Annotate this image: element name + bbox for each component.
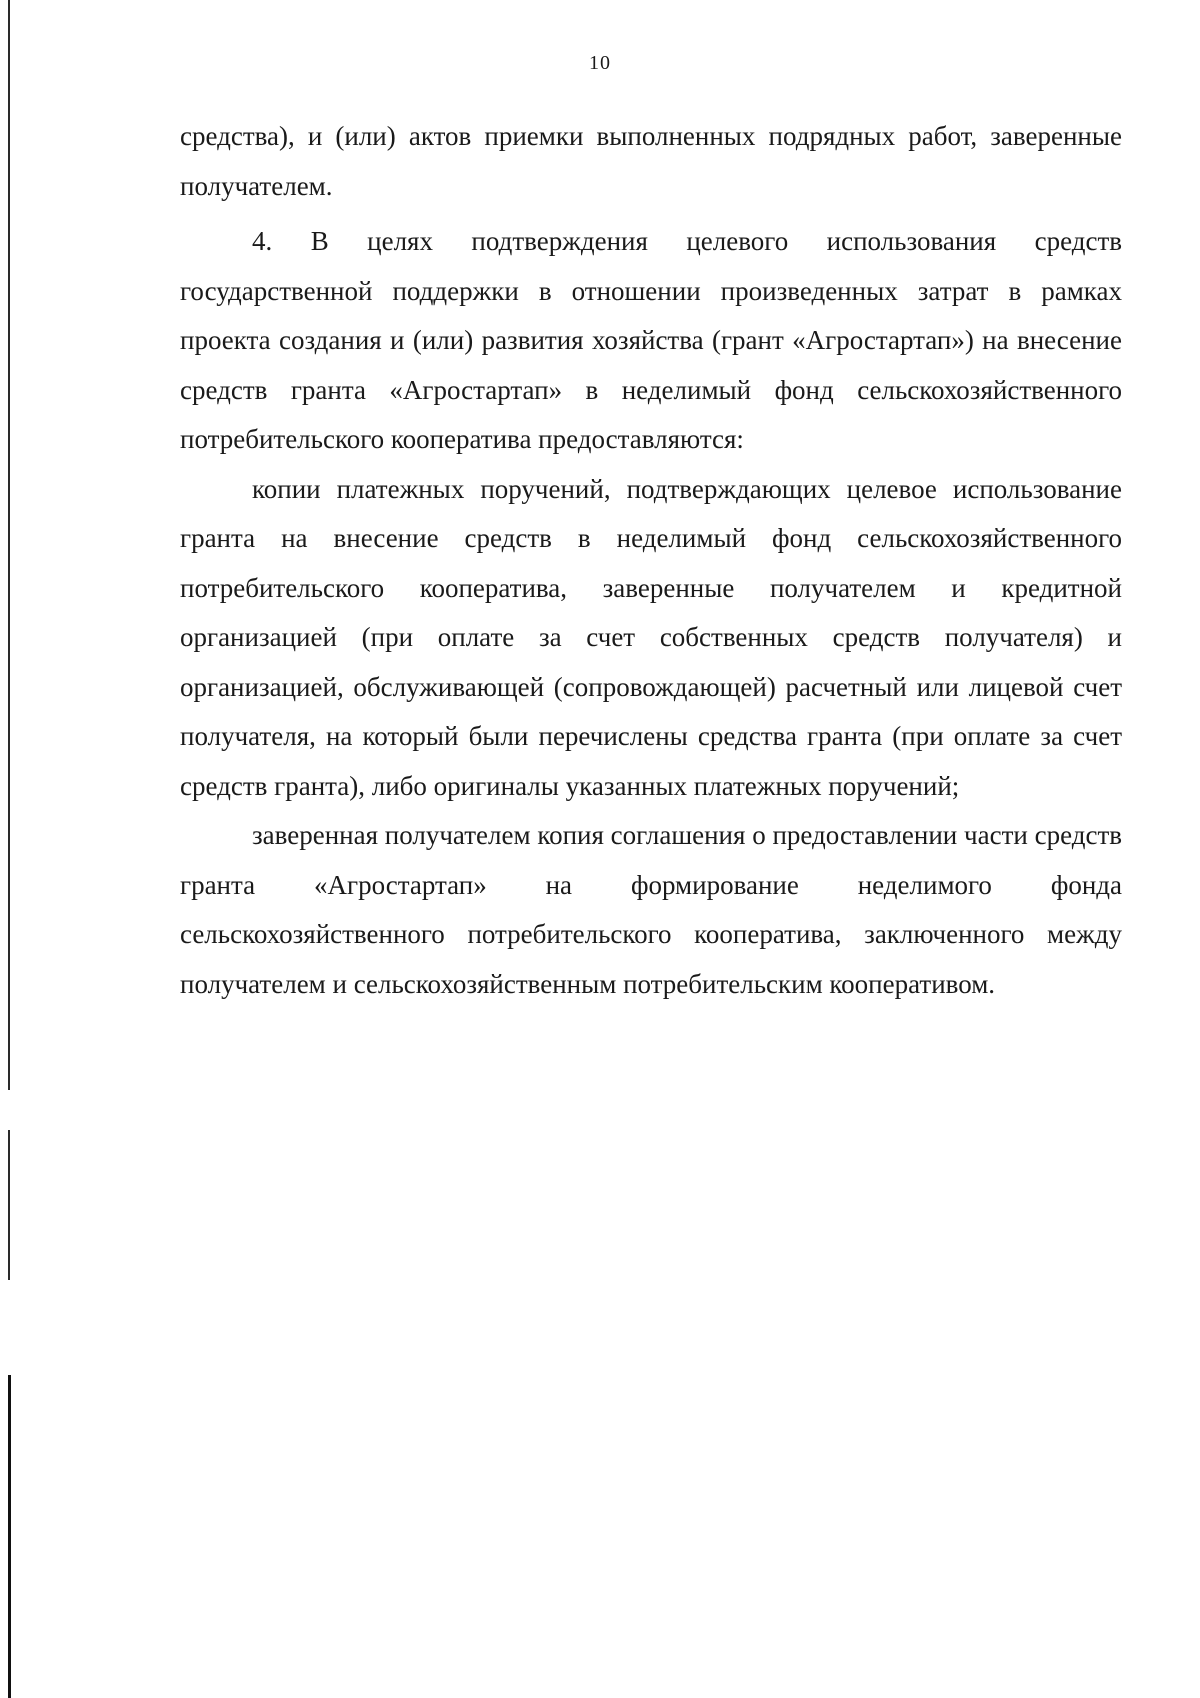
- paragraph-continuation: средства), и (или) актов приемки выполненных подрядных работ, заверенные получателем.: [180, 121, 1122, 201]
- document-body: [180, 112, 1122, 1009]
- scan-edge-line: [8, 1130, 10, 1280]
- scan-edge-line: [8, 0, 10, 1090]
- paragraph-payment-orders: копии платежных поручений, подтверждающих целевое использование гранта на внесение средств в неделимый фонд сельскохозяйственного потребительского кооператива, заверенные получателем и кредитной организацией (при оплате за счет собственных средств получателя) и организацией, обслуживающей (сопровождающей) расчетный или лицевой счет получателя, на который были перечислены средства гранта (при оплате за счет средств гранта), либо оригиналы указанных платежных поручений;: [180, 473, 1122, 801]
- paragraph-agreement-copy: заверенная получателем копия соглашения о предоставлении части средств гранта «Агростартап» на формирование неделимого фонда сельскохозяйственного потребительского кооператива, заключенного между получателем и сельскохозяйственным потребительским кооперативом.: [180, 820, 1122, 999]
- page-number: 10: [589, 52, 611, 74]
- scan-edge-line: [8, 1375, 11, 1698]
- paragraph-item-4: 4. В целях подтверждения целевого использования средств государственной поддержки в отношении произведенных затрат в рамках проекта создания и (или) развития хозяйства (грант «Агростартап») на внесение средств гранта «Агростартап» в неделимый фонд сельскохозяйственного потребительского кооператива предоставляются:: [180, 226, 1122, 454]
